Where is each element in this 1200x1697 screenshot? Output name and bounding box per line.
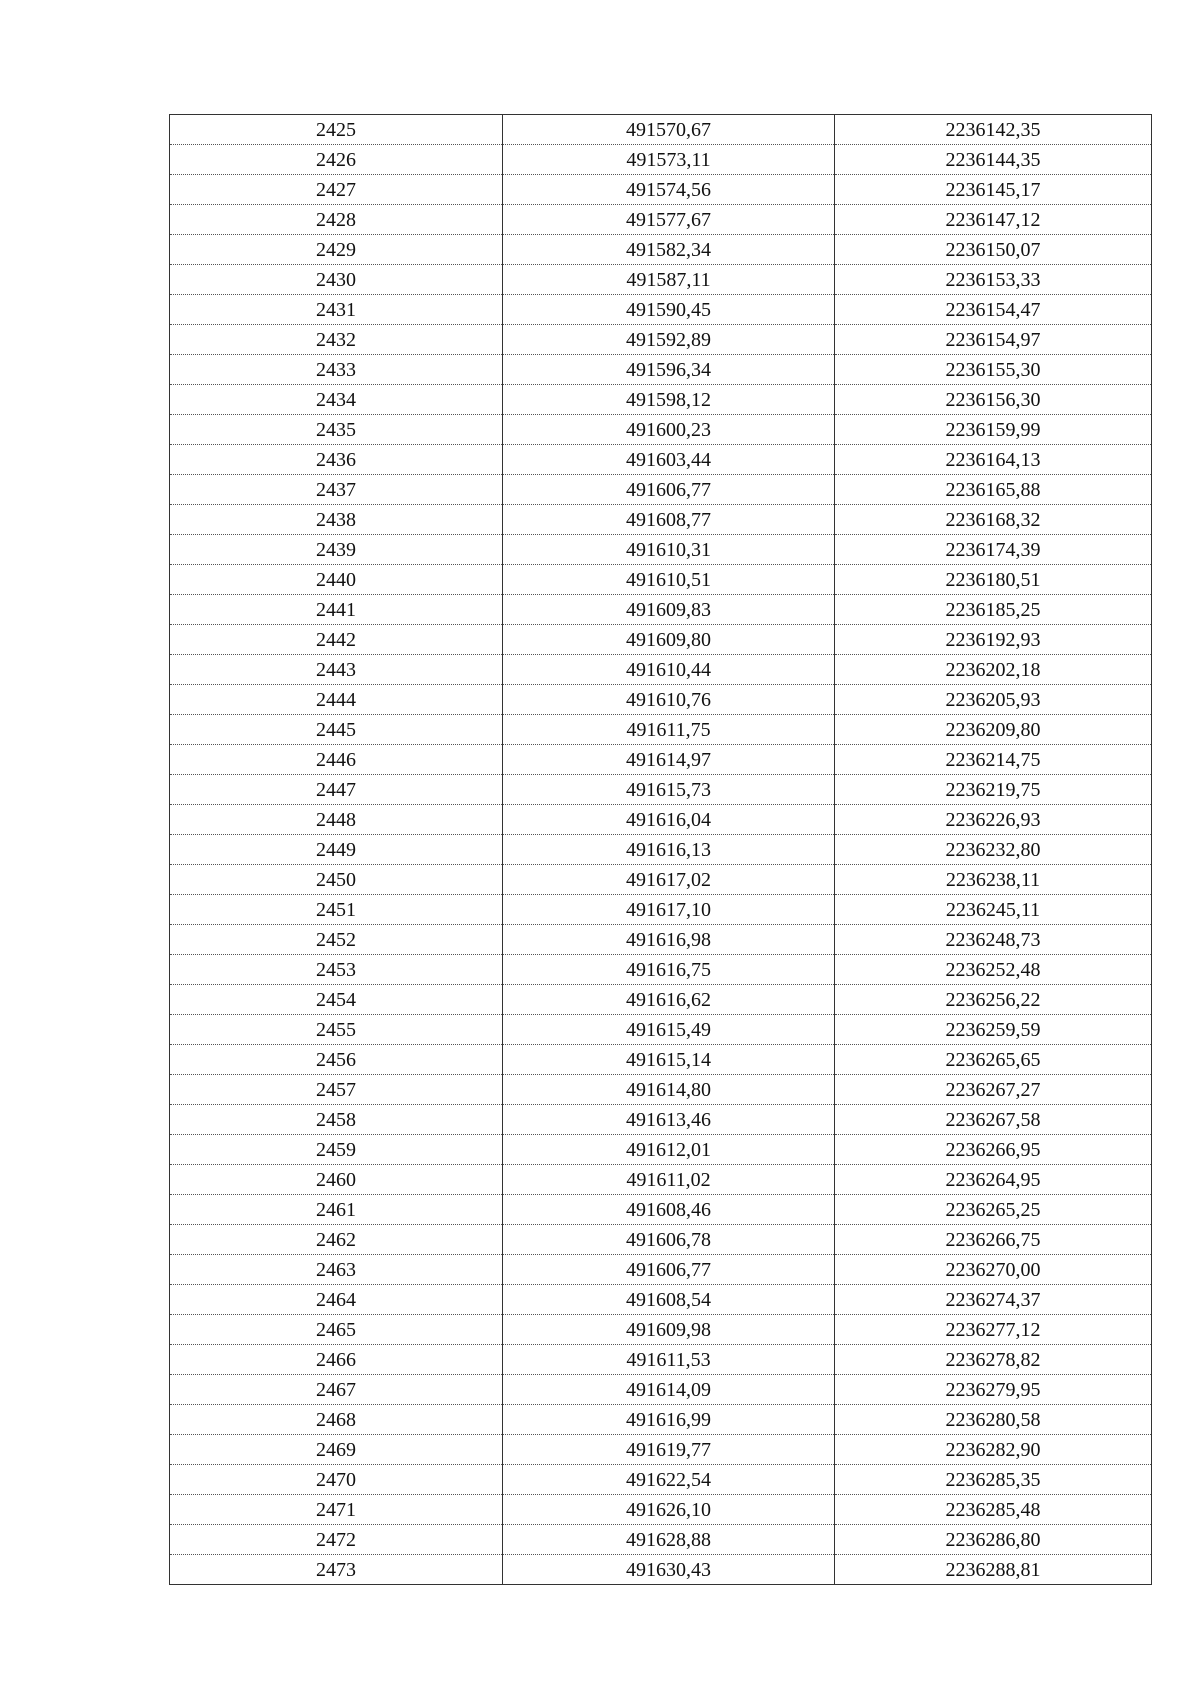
y-coordinate-cell: 2236159,99 [835,415,1152,445]
point-number-cell: 2439 [170,535,503,565]
table-row [170,685,1152,715]
x-coordinate-cell: 491574,56 [503,175,835,205]
y-coordinate-cell: 2236145,17 [835,175,1152,205]
table-row [170,1165,1152,1195]
x-coordinate-cell: 491608,77 [503,505,835,535]
coordinate-table-body [170,115,1152,1585]
table-row [170,955,1152,985]
y-coordinate-cell: 2236286,80 [835,1525,1152,1555]
table-row [170,1195,1152,1225]
x-coordinate-cell: 491626,10 [503,1495,835,1525]
y-coordinate-cell: 2236270,00 [835,1255,1152,1285]
y-coordinate-cell: 2236153,33 [835,265,1152,295]
point-number-cell: 2450 [170,865,503,895]
x-coordinate-cell: 491619,77 [503,1435,835,1465]
table-row [170,1315,1152,1345]
y-coordinate-cell: 2236192,93 [835,625,1152,655]
x-coordinate-cell: 491606,78 [503,1225,835,1255]
x-coordinate-cell: 491615,49 [503,1015,835,1045]
table-row [170,985,1152,1015]
x-coordinate-cell: 491611,53 [503,1345,835,1375]
y-coordinate-cell: 2236282,90 [835,1435,1152,1465]
table-row [170,865,1152,895]
x-coordinate-cell: 491603,44 [503,445,835,475]
y-coordinate-cell: 2236266,95 [835,1135,1152,1165]
point-number-cell: 2441 [170,595,503,625]
point-number-cell: 2428 [170,205,503,235]
y-coordinate-cell: 2236238,11 [835,865,1152,895]
table-row [170,1135,1152,1165]
x-coordinate-cell: 491611,75 [503,715,835,745]
y-coordinate-cell: 2236202,18 [835,655,1152,685]
y-coordinate-cell: 2236252,48 [835,955,1152,985]
point-number-cell: 2438 [170,505,503,535]
table-row [170,325,1152,355]
y-coordinate-cell: 2236279,95 [835,1375,1152,1405]
y-coordinate-cell: 2236285,48 [835,1495,1152,1525]
x-coordinate-cell: 491590,45 [503,295,835,325]
point-number-cell: 2445 [170,715,503,745]
x-coordinate-cell: 491628,88 [503,1525,835,1555]
table-row [170,145,1152,175]
x-coordinate-cell: 491606,77 [503,475,835,505]
point-number-cell: 2466 [170,1345,503,1375]
table-row [170,1465,1152,1495]
point-number-cell: 2429 [170,235,503,265]
table-row [170,355,1152,385]
x-coordinate-cell: 491573,11 [503,145,835,175]
x-coordinate-cell: 491608,54 [503,1285,835,1315]
point-number-cell: 2457 [170,1075,503,1105]
point-number-cell: 2435 [170,415,503,445]
y-coordinate-cell: 2236285,35 [835,1465,1152,1495]
point-number-cell: 2446 [170,745,503,775]
x-coordinate-cell: 491598,12 [503,385,835,415]
table-row [170,535,1152,565]
x-coordinate-cell: 491609,83 [503,595,835,625]
x-coordinate-cell: 491610,51 [503,565,835,595]
point-number-cell: 2464 [170,1285,503,1315]
y-coordinate-cell: 2236259,59 [835,1015,1152,1045]
x-coordinate-cell: 491610,44 [503,655,835,685]
table-row [170,805,1152,835]
point-number-cell: 2455 [170,1015,503,1045]
x-coordinate-cell: 491596,34 [503,355,835,385]
x-coordinate-cell: 491616,04 [503,805,835,835]
x-coordinate-cell: 491616,98 [503,925,835,955]
y-coordinate-cell: 2236164,13 [835,445,1152,475]
x-coordinate-cell: 491600,23 [503,415,835,445]
point-number-cell: 2454 [170,985,503,1015]
point-number-cell: 2459 [170,1135,503,1165]
x-coordinate-cell: 491609,80 [503,625,835,655]
x-coordinate-cell: 491570,67 [503,115,835,145]
point-number-cell: 2469 [170,1435,503,1465]
point-number-cell: 2461 [170,1195,503,1225]
x-coordinate-cell: 491615,73 [503,775,835,805]
table-row [170,1225,1152,1255]
y-coordinate-cell: 2236219,75 [835,775,1152,805]
y-coordinate-cell: 2236248,73 [835,925,1152,955]
y-coordinate-cell: 2236174,39 [835,535,1152,565]
table-row [170,565,1152,595]
table-row [170,1285,1152,1315]
table-row [170,1495,1152,1525]
table-row [170,835,1152,865]
point-number-cell: 2443 [170,655,503,685]
y-coordinate-cell: 2236278,82 [835,1345,1152,1375]
y-coordinate-cell: 2236265,65 [835,1045,1152,1075]
x-coordinate-cell: 491617,02 [503,865,835,895]
y-coordinate-cell: 2236256,22 [835,985,1152,1015]
table-row [170,595,1152,625]
y-coordinate-cell: 2236165,88 [835,475,1152,505]
table-row [170,205,1152,235]
y-coordinate-cell: 2236280,58 [835,1405,1152,1435]
table-row [170,1345,1152,1375]
table-row [170,1555,1152,1585]
point-number-cell: 2451 [170,895,503,925]
x-coordinate-cell: 491616,62 [503,985,835,1015]
y-coordinate-cell: 2236267,58 [835,1105,1152,1135]
point-number-cell: 2462 [170,1225,503,1255]
y-coordinate-cell: 2236142,35 [835,115,1152,145]
point-number-cell: 2425 [170,115,503,145]
table-row [170,1015,1152,1045]
x-coordinate-cell: 491616,75 [503,955,835,985]
table-row [170,475,1152,505]
point-number-cell: 2437 [170,475,503,505]
y-coordinate-cell: 2236168,32 [835,505,1152,535]
table-row [170,655,1152,685]
y-coordinate-cell: 2236266,75 [835,1225,1152,1255]
table-row [170,895,1152,925]
point-number-cell: 2468 [170,1405,503,1435]
y-coordinate-cell: 2236288,81 [835,1555,1152,1585]
point-number-cell: 2473 [170,1555,503,1585]
x-coordinate-cell: 491610,31 [503,535,835,565]
point-number-cell: 2440 [170,565,503,595]
x-coordinate-cell: 491612,01 [503,1135,835,1165]
x-coordinate-cell: 491606,77 [503,1255,835,1285]
table-row [170,745,1152,775]
point-number-cell: 2426 [170,145,503,175]
y-coordinate-cell: 2236274,37 [835,1285,1152,1315]
y-coordinate-cell: 2236205,93 [835,685,1152,715]
point-number-cell: 2453 [170,955,503,985]
x-coordinate-cell: 491610,76 [503,685,835,715]
table-row [170,1075,1152,1105]
table-row [170,175,1152,205]
y-coordinate-cell: 2236154,97 [835,325,1152,355]
table-row [170,295,1152,325]
table-row [170,1525,1152,1555]
point-number-cell: 2436 [170,445,503,475]
x-coordinate-cell: 491592,89 [503,325,835,355]
table-row [170,925,1152,955]
coordinate-sheet [169,114,1151,1585]
y-coordinate-cell: 2236265,25 [835,1195,1152,1225]
y-coordinate-cell: 2236267,27 [835,1075,1152,1105]
table-row [170,1045,1152,1075]
x-coordinate-cell: 491577,67 [503,205,835,235]
y-coordinate-cell: 2236232,80 [835,835,1152,865]
point-number-cell: 2442 [170,625,503,655]
table-row [170,445,1152,475]
x-coordinate-cell: 491608,46 [503,1195,835,1225]
point-number-cell: 2449 [170,835,503,865]
table-row [170,1375,1152,1405]
point-number-cell: 2458 [170,1105,503,1135]
y-coordinate-cell: 2236156,30 [835,385,1152,415]
point-number-cell: 2427 [170,175,503,205]
x-coordinate-cell: 491617,10 [503,895,835,925]
y-coordinate-cell: 2236150,07 [835,235,1152,265]
point-number-cell: 2472 [170,1525,503,1555]
table-row [170,1255,1152,1285]
coordinate-table [169,114,1152,1585]
point-number-cell: 2465 [170,1315,503,1345]
y-coordinate-cell: 2236147,12 [835,205,1152,235]
table-row [170,115,1152,145]
point-number-cell: 2434 [170,385,503,415]
y-coordinate-cell: 2236155,30 [835,355,1152,385]
point-number-cell: 2444 [170,685,503,715]
x-coordinate-cell: 491582,34 [503,235,835,265]
table-row [170,1405,1152,1435]
x-coordinate-cell: 491614,80 [503,1075,835,1105]
x-coordinate-cell: 491615,14 [503,1045,835,1075]
y-coordinate-cell: 2236226,93 [835,805,1152,835]
point-number-cell: 2467 [170,1375,503,1405]
point-number-cell: 2432 [170,325,503,355]
y-coordinate-cell: 2236245,11 [835,895,1152,925]
point-number-cell: 2448 [170,805,503,835]
y-coordinate-cell: 2236264,95 [835,1165,1152,1195]
y-coordinate-cell: 2236214,75 [835,745,1152,775]
x-coordinate-cell: 491622,54 [503,1465,835,1495]
point-number-cell: 2456 [170,1045,503,1075]
x-coordinate-cell: 491611,02 [503,1165,835,1195]
x-coordinate-cell: 491616,99 [503,1405,835,1435]
table-row [170,385,1152,415]
point-number-cell: 2452 [170,925,503,955]
point-number-cell: 2430 [170,265,503,295]
point-number-cell: 2471 [170,1495,503,1525]
table-row [170,415,1152,445]
y-coordinate-cell: 2236144,35 [835,145,1152,175]
table-row [170,265,1152,295]
point-number-cell: 2460 [170,1165,503,1195]
x-coordinate-cell: 491614,97 [503,745,835,775]
table-row [170,625,1152,655]
y-coordinate-cell: 2236209,80 [835,715,1152,745]
x-coordinate-cell: 491609,98 [503,1315,835,1345]
table-row [170,775,1152,805]
point-number-cell: 2447 [170,775,503,805]
table-row [170,1435,1152,1465]
table-row [170,1105,1152,1135]
y-coordinate-cell: 2236180,51 [835,565,1152,595]
y-coordinate-cell: 2236154,47 [835,295,1152,325]
x-coordinate-cell: 491587,11 [503,265,835,295]
x-coordinate-cell: 491630,43 [503,1555,835,1585]
table-row [170,235,1152,265]
y-coordinate-cell: 2236185,25 [835,595,1152,625]
table-row [170,715,1152,745]
x-coordinate-cell: 491613,46 [503,1105,835,1135]
x-coordinate-cell: 491616,13 [503,835,835,865]
table-row [170,505,1152,535]
point-number-cell: 2463 [170,1255,503,1285]
point-number-cell: 2433 [170,355,503,385]
point-number-cell: 2470 [170,1465,503,1495]
y-coordinate-cell: 2236277,12 [835,1315,1152,1345]
point-number-cell: 2431 [170,295,503,325]
x-coordinate-cell: 491614,09 [503,1375,835,1405]
